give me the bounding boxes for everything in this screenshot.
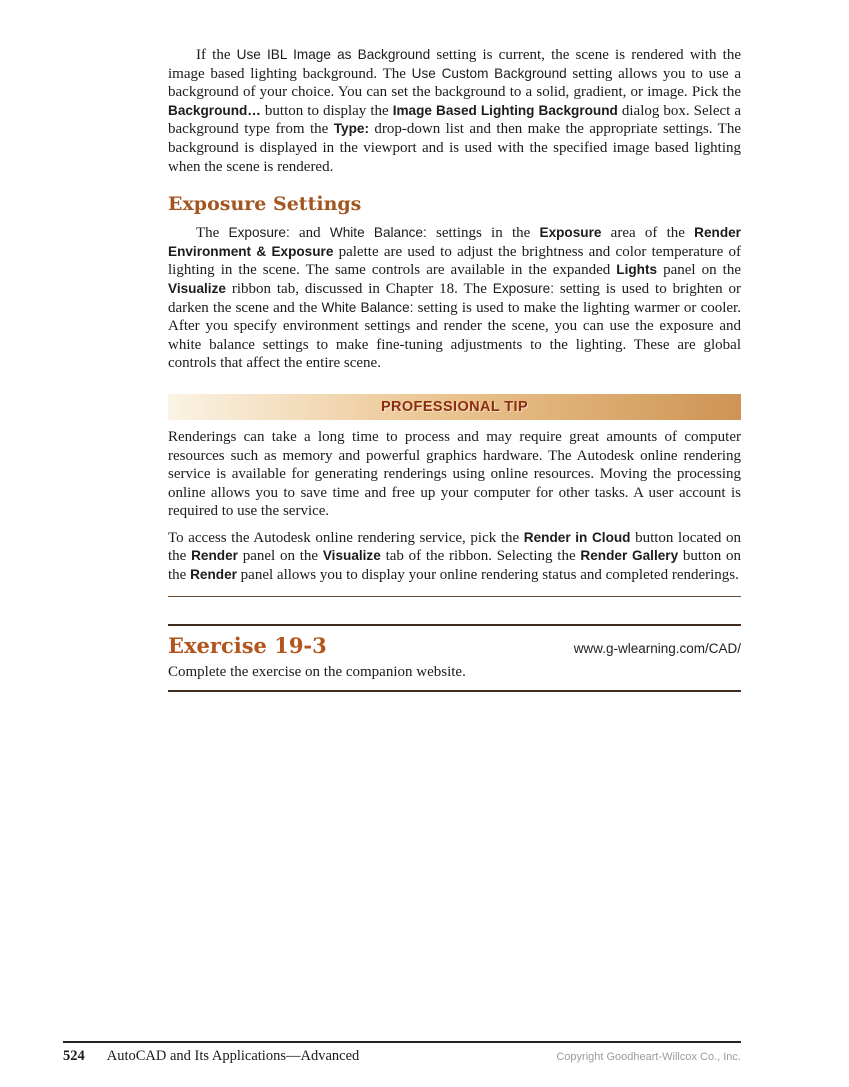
- page-footer: [63, 1041, 741, 1065]
- exercise-title: Exercise 19-3: [168, 632, 327, 658]
- page-content: [168, 46, 741, 692]
- exposure-paragraph: The Exposure: and White Balance: settings in the Exposure area of the Render Environment & Exposure palette are used to adjust the brightness and color temperature of lighting in the scene. The same controls are available in the expanded Lights panel on the Visualize ribbon tab, discussed in Chapter 18. The Exposure: setting is used to brighten or darken the scene and the White Balance: setting is used to make the lighting warmer or cooler. After you specify environment settings and render the scene, you can use the exposure and white balance settings to make fine-tuning adjustments to the lighting. These are global controls that affect the entire scene.: [168, 225, 742, 372]
- footer-rule: [63, 1041, 741, 1043]
- copyright-notice: Copyright Goodheart-Willcox Co., Inc.: [556, 1051, 741, 1063]
- professional-tip-label: PROFESSIONAL TIP: [380, 398, 529, 415]
- tip-bottom-rule: [168, 596, 741, 597]
- exercise-url: www.g-wlearning.com/CAD/: [573, 640, 741, 656]
- exercise-header-row: [168, 633, 741, 658]
- professional-tip-header: [168, 394, 741, 420]
- footer-row: [63, 1048, 741, 1065]
- tip-paragraph-2: To access the Autodesk online rendering service, pick the Render in Cloud button located on the Render panel on the Visualize tab of the ribbon. Selecting the Render Gallery button on the Render panel allows you to display your online rendering status and completed renderings.: [168, 529, 742, 584]
- professional-tip-box: [168, 394, 741, 597]
- book-title: AutoCAD and Its Applications—Advanced: [106, 1048, 360, 1064]
- tip-paragraph-1: Renderings can take a long time to process and may require great amounts of computer resources such as memory and powerful graphics hardware. The Autodesk online rendering service is available for generating renderings using online resources. Moving the processing online allows you to save time and free up your computer for other tasks. A user account is required to use the service.: [168, 428, 741, 520]
- exposure-settings-heading: Exposure Settings: [168, 193, 362, 216]
- exercise-top-rule: [168, 624, 741, 626]
- exercise-section: [168, 624, 741, 693]
- intro-paragraph: If the Use IBL Image as Background setting is current, the scene is rendered with the image based lighting background. The Use Custom Background setting allows you to use a background of your choice. You can set the background to a solid, gradient, or image. Pick the Background… button to display the Image Based Lighting Background dialog box. Select a background type from the Type: drop-down list and then make the appropriate settings. The background is displayed in the viewport and is used with the specified image based lighting when the scene is rendered.: [168, 47, 741, 175]
- page-number: 524: [63, 1048, 85, 1064]
- exercise-instruction: Complete the exercise on the companion website.: [168, 663, 466, 680]
- exercise-bottom-rule: [168, 690, 741, 692]
